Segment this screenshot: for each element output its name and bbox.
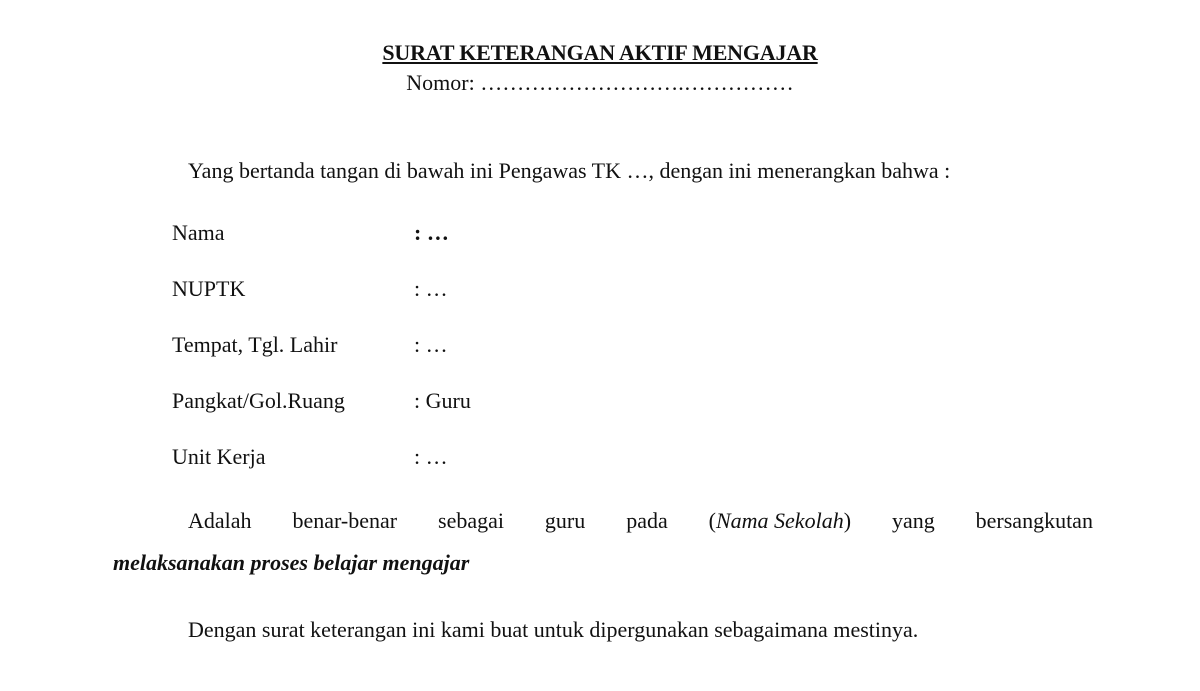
word: pada — [626, 508, 668, 533]
intro-paragraph: Yang bertanda tangan di bawah ini Pengawas TK …, dengan ini menerangkan bahwa : — [188, 158, 951, 183]
word: yang — [891, 508, 935, 533]
field-value: : … — [414, 332, 448, 357]
closing-paragraph: Dengan surat keterangan ini kami buat untuk dipergunakan sebagaimana mestinya. — [188, 617, 919, 642]
document-title: SURAT KETERANGAN AKTIF MENGAJAR — [382, 40, 818, 65]
field-value: : … — [414, 276, 448, 301]
field-value: : Guru — [414, 388, 471, 413]
word: bersangkutan — [975, 508, 1093, 533]
school-name-placeholder — [709, 508, 851, 534]
word: benar-benar — [292, 508, 398, 533]
field-label: Tempat, Tgl. Lahir — [172, 332, 338, 357]
paren-open: ( — [708, 508, 716, 533]
statement-paragraph — [113, 508, 1093, 534]
word: Adalah — [188, 508, 252, 533]
field-value: : … — [414, 220, 449, 245]
field-value: : … — [414, 444, 448, 469]
statement-emphasis: melaksanakan proses belajar mengajar — [113, 550, 470, 575]
field-label: Nama — [172, 220, 225, 245]
word: sebagai — [438, 508, 504, 533]
document-number: Nomor: ……………………….…………… — [406, 70, 794, 95]
word: guru — [544, 508, 586, 533]
field-label: Unit Kerja — [172, 444, 266, 469]
statement-line-1 — [113, 508, 1093, 534]
paren-close: ) — [843, 508, 852, 533]
field-label: NUPTK — [172, 276, 246, 301]
field-label: Pangkat/Gol.Ruang — [172, 388, 345, 413]
school-name-text: Nama Sekolah — [715, 508, 844, 533]
